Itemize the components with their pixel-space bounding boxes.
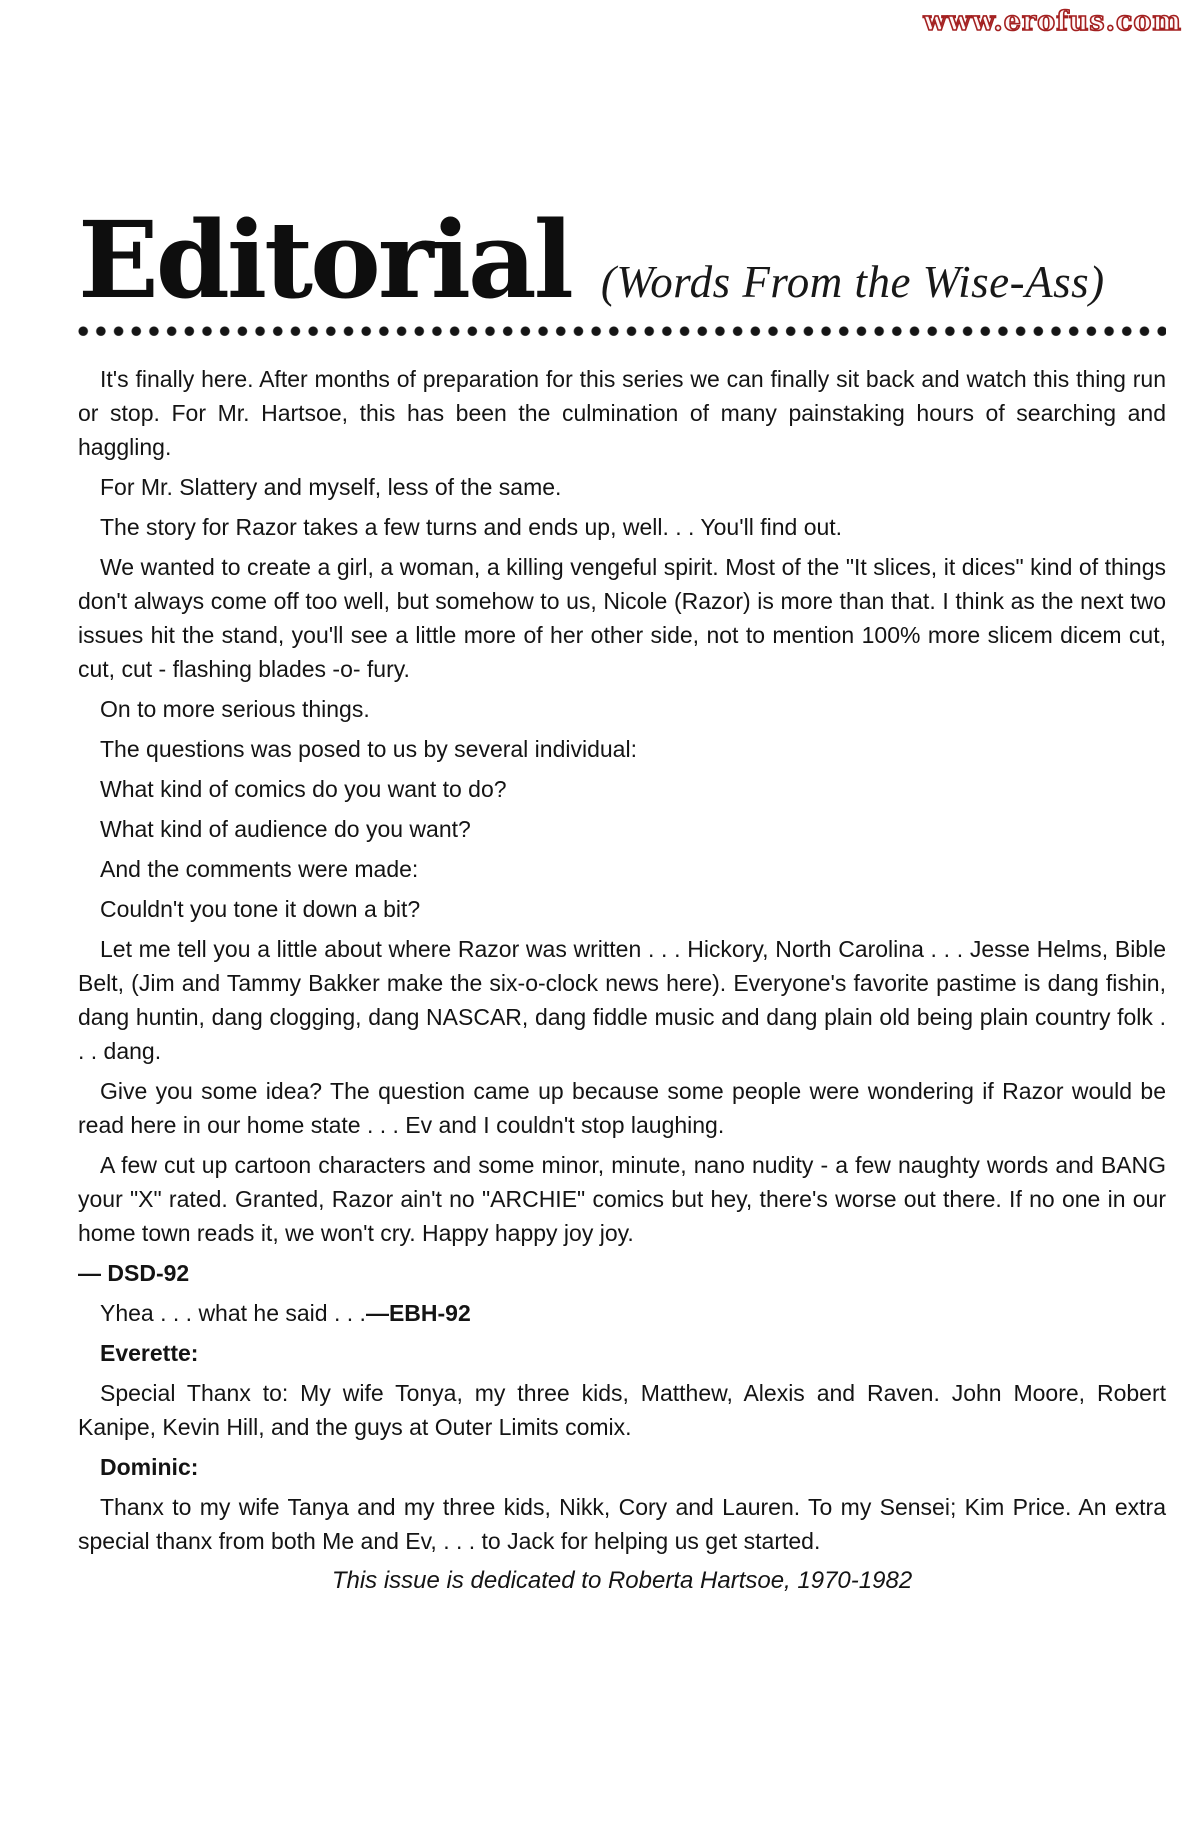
paragraph-yhea — [78, 1296, 1166, 1330]
paragraph-serious: On to more serious things. — [100, 695, 370, 722]
signature-dsd: — DSD-92 — [78, 1259, 190, 1286]
dedication-line: This issue is dedicated to Roberta Hartsoe, 1970-1982 — [331, 1566, 913, 1594]
paragraph-hickory: Let me tell you a little about where Razor was written . . . Hickory, North Carolina . . . Jesse Helms, Bible Belt, (Jim and Tammy Bakker make the six-o-clock news here). Everyone's favorite pastime is dang fishin, dang huntin, dang clogging, dang NASCAR, dang fiddle music and dang plain old being plain country folk . . . dang. — [78, 935, 1166, 1064]
editorial-body — [78, 362, 1166, 1598]
page-title: Editorial — [78, 197, 571, 322]
page-header — [78, 197, 1166, 322]
paragraph-comments: And the comments were made: — [100, 855, 419, 882]
heading-dominic: Dominic: — [100, 1453, 199, 1480]
paragraph-everette-thanx: Special Thanx to: My wife Tonya, my three kids, Matthew, Alexis and Raven. John Moore, Robert Kanipe, Kevin Hill, and the guys at Outer Limits comix. — [78, 1379, 1166, 1440]
paragraph-questions: The questions was posed to us by several individual: — [100, 735, 637, 762]
paragraph-slattery: For Mr. Slattery and myself, less of the same. — [100, 473, 562, 500]
paragraph-intro: It's finally here. After months of preparation for this series we can finally sit back and watch this thing run or stop. For Mr. Hartsoe, this has been the culmination of many painstaking hours of searching and haggling. — [78, 365, 1166, 460]
paragraph-create-girl: We wanted to create a girl, a woman, a killing vengeful spirit. Most of the "It slices, it dices" kind of things don't always come off too well, but somehow to us, Nicole (Razor) is more than that. I think as the next two issues hit the stand, you'll see a little more of her other side, not to mention 100% more slicem dicem cut, cut, cut - flashing blades -o- fury. — [78, 553, 1166, 682]
paragraph-x-rated: A few cut up cartoon characters and some minor, minute, nano nudity - a few naughty words and BANG your "X" rated. Granted, Razor ain't no "ARCHIE" comics but hey, there's worse out there. If no one in our home town reads it, we won't cry. Happy happy joy joy. — [78, 1151, 1166, 1246]
paragraph-some-idea: Give you some idea? The question came up because some people were wondering if Razor would be read here in our home state . . . Ev and I couldn't stop laughing. — [78, 1077, 1166, 1138]
yhea-text: Yhea . . . what he said . . . — [100, 1299, 366, 1326]
paragraph-tone-down: Couldn't you tone it down a bit? — [100, 895, 421, 922]
heading-everette: Everette: — [100, 1339, 199, 1366]
paragraph-question-audience: What kind of audience do you want? — [100, 815, 471, 842]
page-subtitle: (Words From the Wise-Ass) — [600, 257, 1105, 307]
signature-ebh: —EBH-92 — [365, 1299, 471, 1326]
paragraph-story: The story for Razor takes a few turns and ends up, well. . . You'll find out. — [100, 513, 843, 540]
dotted-separator — [78, 326, 1166, 337]
site-watermark: www.erofus.com — [923, 6, 1182, 37]
paragraph-dominic-thanx: Thanx to my wife Tanya and my three kids, Nikk, Cory and Lauren. To my Sensei; Kim Price. An extra special thanx from both Me and Ev, . . . to Jack for helping us get started. — [78, 1493, 1166, 1554]
page-content — [78, 197, 1166, 1604]
paragraph-question-comics: What kind of comics do you want to do? — [100, 775, 507, 802]
